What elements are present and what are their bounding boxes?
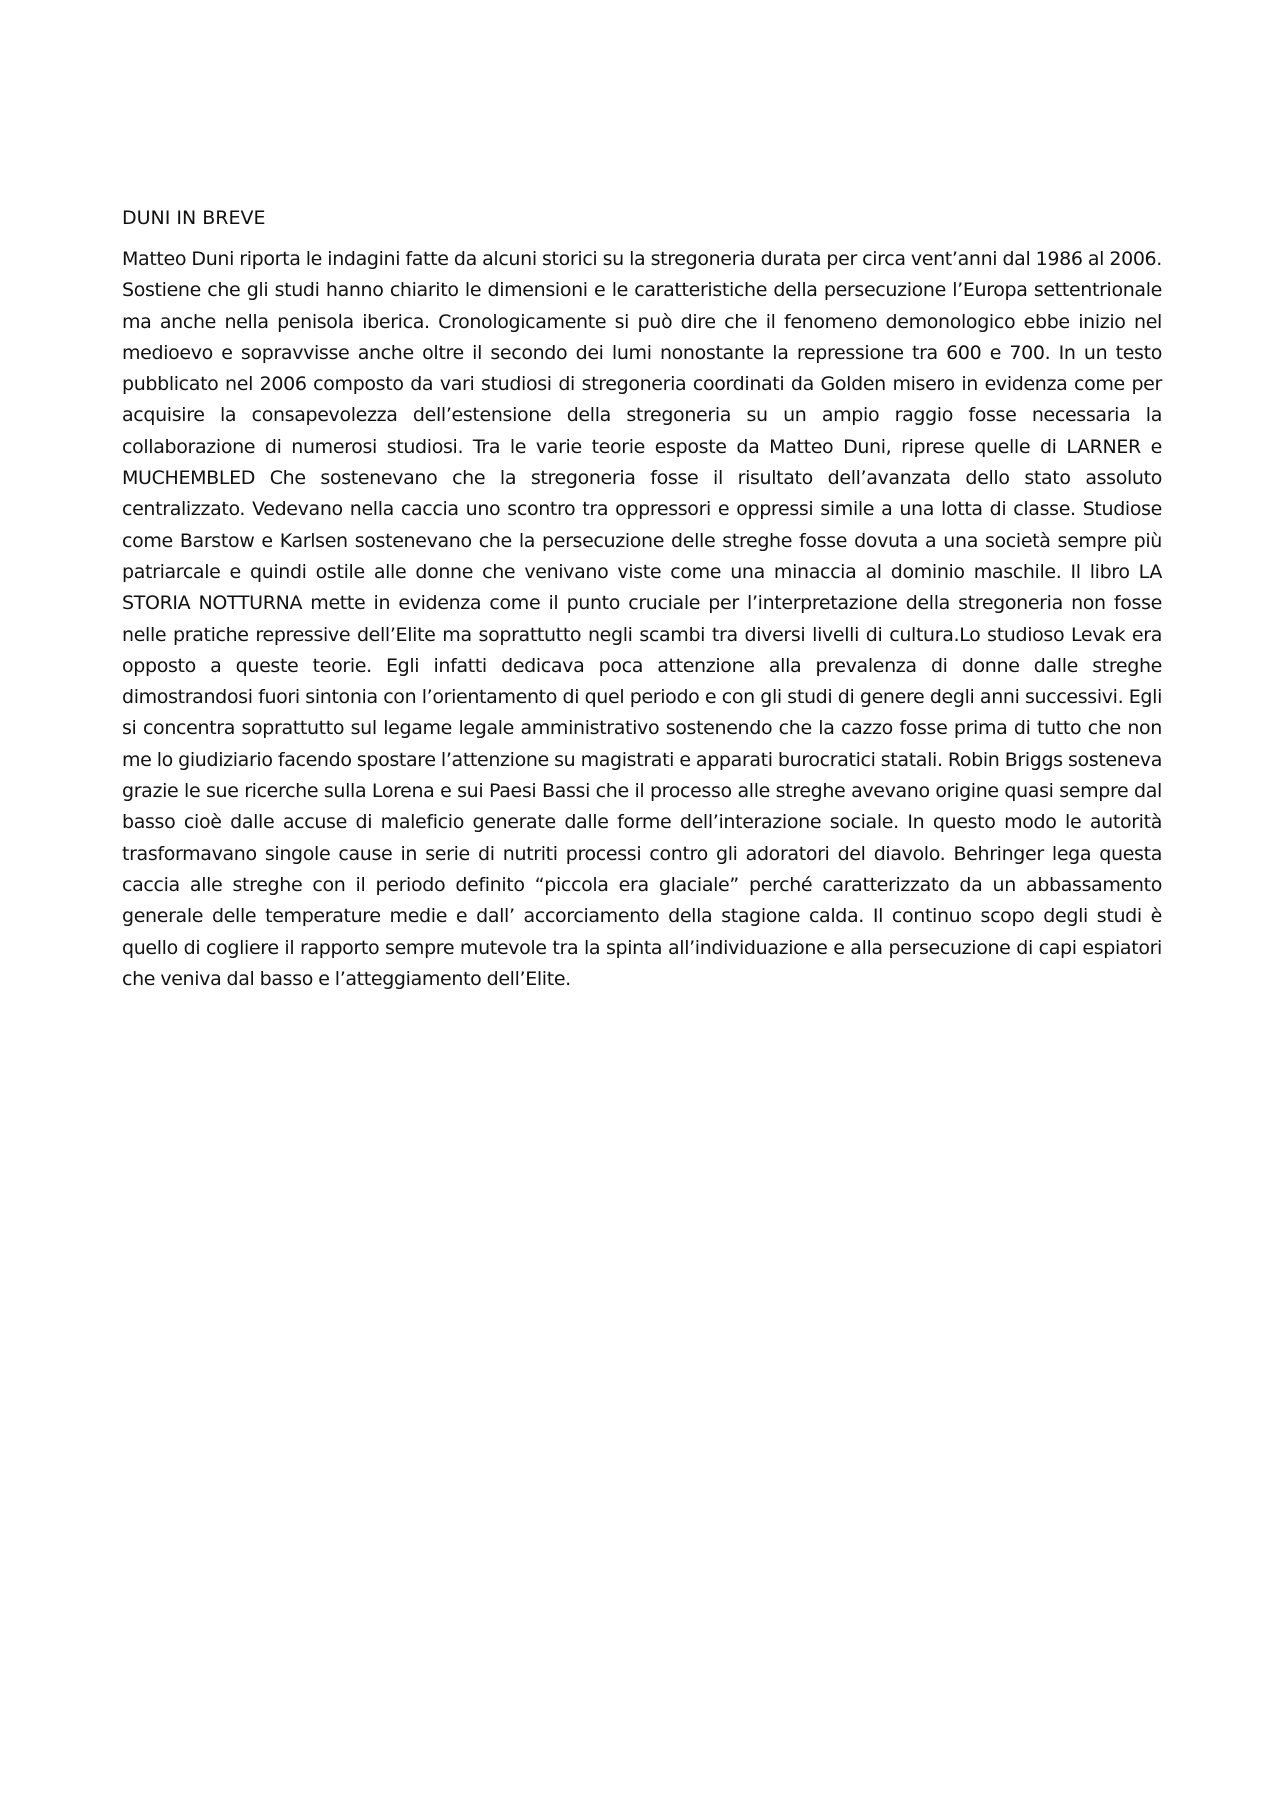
document-content: [122, 206, 1162, 995]
document-title: DUNI IN BREVE: [122, 207, 266, 229]
document-body-paragraph: Matteo Duni riporta le indagini fatte da alcuni storici su la stregoneria durata per circa vent’anni dal 1986 al 2006. Sostiene che gli studi hanno chiarito le dimensioni e le caratteristiche della persecuzione l’Europa settentrionale ma anche nella penisola iberica. Cronologicamente si può dire che il fenomeno demonologico ebbe inizio nel medioevo e sopravvisse anche oltre il secondo dei lumi nonostante la repressione tra 600 e 700. In un testo pubblicato nel 2006 composto da vari studiosi di stregoneria coordinati da Golden misero in evidenza come per acquisire la consapevolezza dell’estensione della stregoneria su un ampio raggio fosse necessaria la collaborazione di numerosi studiosi. Tra le varie teorie esposte da Matteo Duni, riprese quelle di LARNER e MUCHEMBLED Che sostenevano che la stregoneria fosse il risultato dell’avanzata dello stato assoluto centralizzato. Vedevano nella caccia uno scontro tra oppressori e oppressi simile a una lotta di classe. Studiose come Barstow e Karlsen sostenevano che la persecuzione delle streghe fosse dovuta a una società sempre più patriarcale e quindi ostile alle donne che venivano viste come una minaccia al dominio maschile. Il libro LA STORIA NOTTURNA mette in evidenza come il punto cruciale per l’interpretazione della stregoneria non fosse nelle pratiche repressive dell’Elite ma soprattutto negli scambi tra diversi livelli di cultura.Lo studioso Levak era opposto a queste teorie. Egli infatti dedicava poca attenzione alla prevalenza di donne dalle streghe dimostrandosi fuori sintonia con l’orientamento di quel periodo e con gli studi di genere degli anni successivi. Egli si concentra soprattutto sul legame legale amministrativo sostenendo che la cazzo fosse prima di tutto che non me lo giudiziario facendo spostare l’attenzione su magistrati e apparati burocratici statali. Robin Briggs sosteneva grazie le sue ricerche sulla Lorena e sui Paesi Bassi che il processo alle streghe avevano origine quasi sempre dal basso cioè dalle accuse di maleficio generate dalle forme dell’interazione sociale. In questo modo le autorità trasformavano singole cause in serie di nutriti processi contro gli adoratori del diavolo. Behringer lega questa caccia alle streghe con il periodo definito “piccola era glaciale” perché caratterizzato da un abbassamento generale delle temperature medie e dall’ accorciamento della stagione calda. Il continuo scopo degli studi è quello di cogliere il rapporto sempre mutevole tra la spinta all’individuazione e alla persecuzione di capi espiatori che veniva dal basso e l’atteggiamento dell’Elite.: [122, 248, 1162, 990]
